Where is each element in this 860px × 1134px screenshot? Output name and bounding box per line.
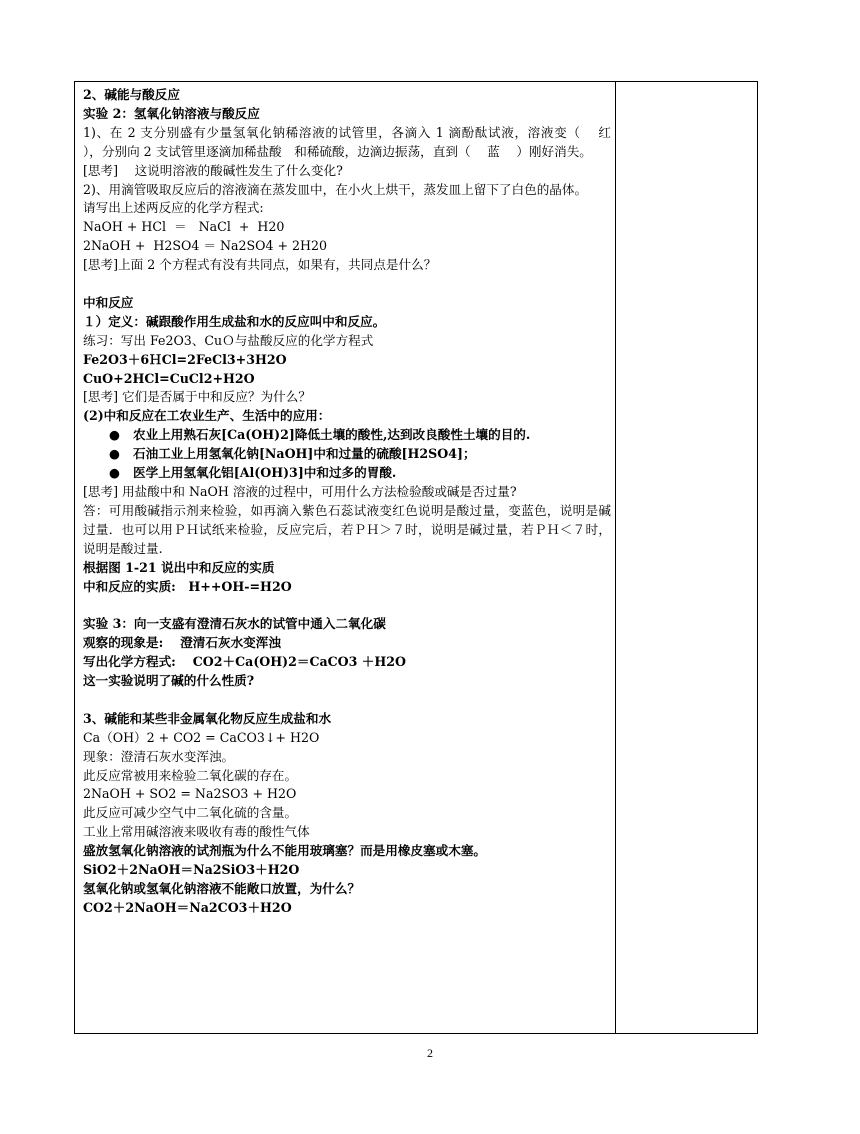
equation-3: Fe2O3＋6ＨCl=2FeCl3+3H2O [83, 351, 287, 367]
detect-co2: 此反应常被用来检验二氧化碳的存在。 [83, 767, 298, 783]
neutralization-essence: 中和反应的实质: H++OH-=H2O [83, 578, 292, 594]
equation-1: NaOH + HCl ＝ NaCl + H20 [83, 219, 285, 235]
think-question-3: [思考] 它们是否属于中和反应？为什么？ [83, 389, 311, 405]
think-question-2: [思考]上面 2 个方程式有没有共同点，如果有，共同点是什么？ [83, 257, 437, 273]
industry-note: 工业上常用碱溶液来吸收有毒的酸性气体 [83, 824, 310, 840]
phenomenon: 现象：澄清石灰水变浑浊。 [83, 748, 235, 764]
base-property-question: 这一实验说明了碱的什么性质? [83, 673, 255, 689]
bullet-icon: ● [109, 465, 120, 481]
definition: １）定义：碱跟酸作用生成盐和水的反应叫中和反应。 [83, 313, 386, 329]
list-item: ● 石油工业上用氢氧化钠[NaOH]中和过量的硫酸[H2SO4]； [83, 445, 611, 464]
write-equations-prompt: 请写出上述两反应的化学方程式: [83, 200, 264, 216]
spacer [83, 596, 611, 615]
equation-7: SiO2＋2NaOH＝Na2SiO3＋H2O [83, 862, 300, 878]
section-2-title: 2、碱能与酸反应 [83, 87, 180, 102]
question-open-storage: 氢氧化钠或氢氧化钠溶液不能敞口放置，为什么？ [83, 881, 361, 897]
lesson-content-cell [83, 86, 628, 918]
equation-6: 2NaOH + SO2 = Na2SO3 + H2O [83, 786, 297, 802]
bullet-icon: ● [109, 446, 120, 462]
section-3-title: 3、碱能和某些非金属氧化物反应生成盐和水 [83, 710, 332, 726]
question-glass-stopper: 盛放氢氧化钠溶液的试剂瓶为什么不能用玻璃塞？而是用橡皮塞或木塞。 [83, 843, 486, 859]
equation-4: CuO+2HCl=CuCl2+H2O [83, 370, 255, 386]
experiment-2-step-2: 2)、用滴管吸取反应后的溶液滴在蒸发皿中，在小火上烘干，蒸发皿上留下了白色的晶体。 [83, 181, 588, 197]
bullet-icon: ● [109, 427, 120, 443]
think-question-1: [思考] 这说明溶液的酸碱性发生了什么变化? [83, 162, 343, 178]
write-equation-2: 写出化学方程式: CO2＋Ca(OH)2＝CaCO3 ＋H2O [83, 654, 407, 670]
spacer [83, 691, 611, 710]
answer: 答：可用酸碱指示剂来检验，如再滴入紫色石蕊试液变红色说明是酸过量，变蓝色，说明是碱过量．也可以用ＰＨ试纸来检验，反应完后，若ＰＨ＞７时，说明是碱过量，若ＰＨ＜７时，说明是酸过量. [83, 502, 611, 556]
think-question-4: [思考] 用盐酸中和 NaOH 溶液的过程中，可用什么方法检验酸或碱是否过量? [83, 484, 517, 500]
page-number: 2 [427, 1046, 433, 1060]
observation: 观察的现象是: 澄清石灰水变浑浊 [83, 635, 281, 651]
exercise: 练习：写出 Fe2O3、CuＯ与盐酸反应的化学方程式 [83, 332, 374, 348]
equation-5: Ca（OH）2 + CO2 = CaCO3↓+ H2O [83, 729, 320, 745]
column-divider [615, 82, 616, 1033]
equation-8: CO2＋2NaOH＝Na2CO3＋H2O [83, 899, 292, 915]
list-item: ● 医学上用氢氧化铝[Al(OH)3]中和过多的胃酸. [83, 464, 611, 483]
reduce-so2: 此反应可减少空气中二氧化硫的含量。 [83, 805, 298, 821]
figure-reference: 根据图 1-21 说出中和反应的实质 [83, 559, 275, 575]
list-item: ● 农业上用熟石灰[Ca(OH)2]降低土壤的酸性,达到改良酸性土壤的目的. [83, 426, 611, 445]
experiment-2-title: 实验 2：氢氧化钠溶液与酸反应 [83, 105, 260, 121]
experiment-3-title: 实验 3：向一支盛有澄清石灰水的试管中通入二氧化碳 [83, 616, 386, 632]
equation-2: 2NaOH + H2SO4 ＝ Na2SO4 + 2H20 [83, 238, 328, 254]
spacer [83, 275, 611, 294]
lesson-table [74, 81, 758, 1034]
experiment-2-step-1: 1)、在 2 支分别盛有少量氢氧化钠稀溶液的试管里，各滴入 1 滴酚酞试液，溶液变（ 红 ），分别向 2 支试管里逐滴加稀盐酸 和稀硫酸，边滴边振荡，直到（ 蓝 ）刚好消失。 [83, 124, 628, 159]
applications-title: (2)中和反应在工农业生产、生活中的应用： [83, 408, 331, 424]
neutralization-title: 中和反应 [83, 294, 134, 310]
